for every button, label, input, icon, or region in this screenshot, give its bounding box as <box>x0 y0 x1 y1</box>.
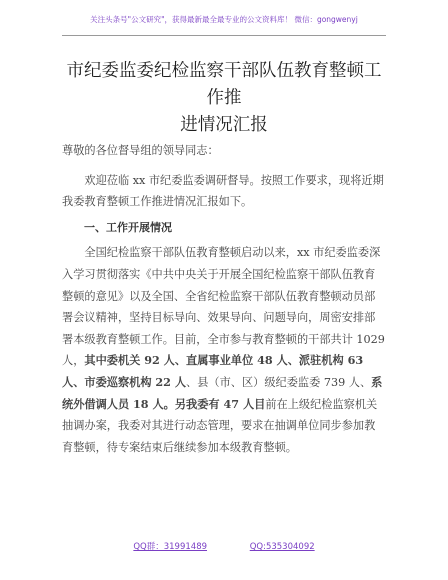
header-divider <box>62 35 386 36</box>
document-title <box>62 58 386 139</box>
paragraph-text-d: 系统外借调人员 18 人。另我委有 47 人目 <box>62 374 383 411</box>
title-line-2: 进情况汇报 <box>180 115 268 135</box>
header-note: 关注头条号"公文研究"，获得最新最全最专业的公文资料库！ 微信：gongwenyj <box>90 15 358 24</box>
footer-contact <box>0 540 448 552</box>
paragraph-text-c: 、县（市、区）级纪委监委 739 人、 <box>186 375 372 389</box>
paragraph-text-b: 其中委机关 92 人、直属事业单位 48 人、派驻机构 63 人、市委巡察机构 22 人 <box>62 353 364 389</box>
intro-paragraph: 欢迎莅临 xx 市纪委监委调研督导。按照工作要求，现将近期我委教育整顿工作推进情况汇报如下。 <box>62 173 384 209</box>
footer-qq-group[interactable]: QQ群：31991489 <box>133 542 208 552</box>
document-body <box>62 140 386 458</box>
section-heading-1: 一、工作开展情况 <box>84 220 172 234</box>
section-1-paragraph <box>62 242 386 458</box>
greeting: 尊敬的各位督导组的领导同志： <box>62 144 219 157</box>
title-line-1: 市纪委监委纪检监察干部队伍教育整顿工作推 <box>66 61 382 108</box>
paragraph-text-e: 前在上级纪检监察机关抽调办案，我委对其进行动态管理，要求在抽调单位同步参加教育整顿，待专案结束后继续参加本级教育整顿。 <box>62 397 378 454</box>
paragraph-text-a: 全国纪检监察干部队伍教育整顿启动以来，xx 市纪委监委深入学习贯彻落实《中共中央关于开展全国纪检监察干部队伍教育整顿的意见》以及全国、全省纪检监察干部队伍教育整顿动员部署会议精神，坚持目标导向、效果导向、问题导向，周密安排部署本级教育整顿工作。目前，全市参与教育整顿的干部共计 1029 人， <box>62 246 385 368</box>
footer-qq[interactable]: QQ:535304092 <box>249 542 315 552</box>
